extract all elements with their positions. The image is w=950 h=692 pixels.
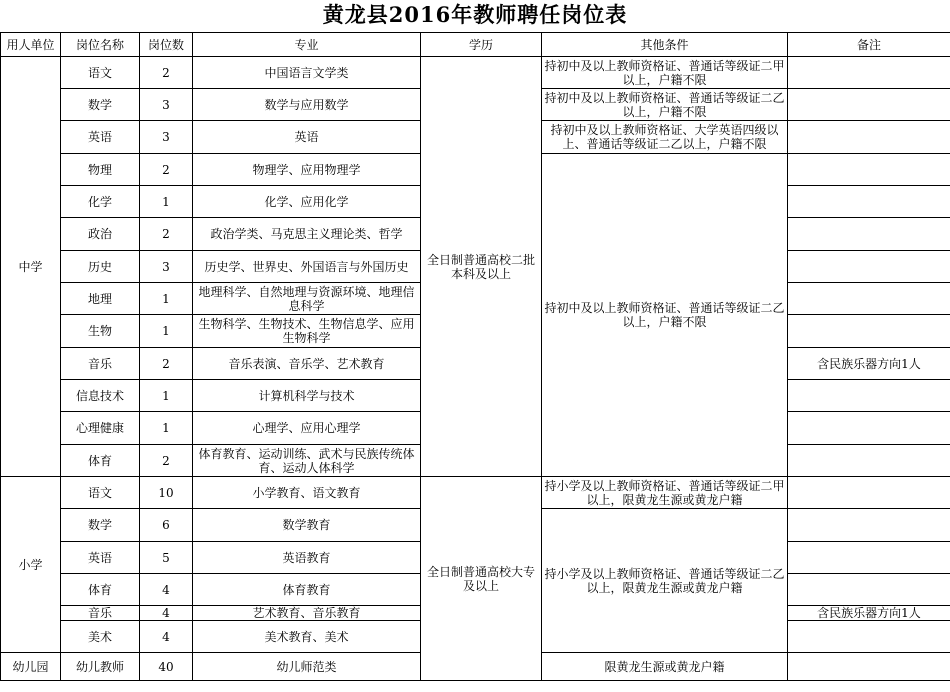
count-cell: 40 — [140, 653, 193, 681]
count-cell: 10 — [140, 477, 193, 509]
count-cell: 2 — [140, 218, 193, 251]
note-cell — [788, 653, 950, 681]
header-cell: 专业 — [193, 33, 421, 57]
note-cell — [788, 477, 950, 509]
table-row — [1, 477, 950, 509]
count-cell: 2 — [140, 348, 193, 380]
major-cell: 体育教育 — [193, 574, 421, 606]
education-cell-primary: 全日制普通高校大专及以上 — [421, 477, 542, 681]
count-cell: 1 — [140, 186, 193, 218]
post-cell: 信息技术 — [61, 380, 140, 412]
major-cell: 生物科学、生物技术、生物信息学、应用生物科学 — [193, 315, 421, 348]
header-row — [1, 33, 950, 57]
note-cell — [788, 574, 950, 606]
condition-cell: 持初中及以上教师资格证、大学英语四级以上、普通话等级证二乙以上，户籍不限 — [542, 121, 788, 154]
post-cell: 数学 — [61, 89, 140, 121]
table-row — [1, 57, 950, 89]
recruitment-table — [0, 32, 950, 681]
note-cell: 含民族乐器方向1人 — [788, 348, 950, 380]
condition-cell: 持小学及以上教师资格证、普通话等级证二甲以上，限黄龙生源或黄龙户籍 — [542, 477, 788, 509]
condition-cell: 持初中及以上教师资格证、普通话等级证二甲以上，户籍不限 — [542, 57, 788, 89]
count-cell: 5 — [140, 542, 193, 574]
count-cell: 1 — [140, 283, 193, 315]
major-cell: 美术教育、美术 — [193, 621, 421, 653]
post-cell: 体育 — [61, 574, 140, 606]
condition-cell: 持初中及以上教师资格证、普通话等级证二乙以上，户籍不限 — [542, 89, 788, 121]
major-cell: 艺术教育、音乐教育 — [193, 606, 421, 621]
condition-cell: 持小学及以上教师资格证、普通话等级证二乙以上，限黄龙生源或黄龙户籍 — [542, 509, 788, 653]
major-cell: 心理学、应用心理学 — [193, 412, 421, 445]
major-cell: 化学、应用化学 — [193, 186, 421, 218]
education-cell-middle: 全日制普通高校二批本科及以上 — [421, 57, 542, 477]
count-cell: 3 — [140, 121, 193, 154]
major-cell: 英语 — [193, 121, 421, 154]
header-cell: 岗位数 — [140, 33, 193, 57]
post-cell: 音乐 — [61, 348, 140, 380]
post-cell: 物理 — [61, 154, 140, 186]
header-cell: 用人单位 — [1, 33, 61, 57]
unit-cell-middle: 中学 — [1, 57, 61, 477]
post-cell: 语文 — [61, 57, 140, 89]
count-cell: 1 — [140, 380, 193, 412]
major-cell: 英语教育 — [193, 542, 421, 574]
header-cell: 学历 — [421, 33, 542, 57]
note-cell — [788, 412, 950, 445]
major-cell: 音乐表演、音乐学、艺术教育 — [193, 348, 421, 380]
count-cell: 1 — [140, 412, 193, 445]
major-cell: 计算机科学与技术 — [193, 380, 421, 412]
note-cell — [788, 57, 950, 89]
note-cell — [788, 509, 950, 542]
note-cell — [788, 186, 950, 218]
post-cell: 幼儿教师 — [61, 653, 140, 681]
header-cell: 其他条件 — [542, 33, 788, 57]
note-cell — [788, 154, 950, 186]
post-cell: 化学 — [61, 186, 140, 218]
note-cell — [788, 283, 950, 315]
note-cell — [788, 315, 950, 348]
post-cell: 英语 — [61, 121, 140, 154]
major-cell: 历史学、世界史、外国语言与外国历史 — [193, 251, 421, 283]
count-cell: 3 — [140, 89, 193, 121]
note-cell: 含民族乐器方向1人 — [788, 606, 950, 621]
unit-cell-kindergarten: 幼儿园 — [1, 653, 61, 681]
page-title: 黄龙县2016年教师聘任岗位表 — [322, 2, 628, 27]
note-cell — [788, 121, 950, 154]
count-cell: 4 — [140, 621, 193, 653]
post-cell: 心理健康 — [61, 412, 140, 445]
major-cell: 中国语言文学类 — [193, 57, 421, 89]
note-cell — [788, 445, 950, 477]
count-cell: 2 — [140, 445, 193, 477]
post-cell: 语文 — [61, 477, 140, 509]
post-cell: 体育 — [61, 445, 140, 477]
major-cell: 小学教育、语文教育 — [193, 477, 421, 509]
major-cell: 体育教育、运动训练、武术与民族传统体育、运动人体科学 — [193, 445, 421, 477]
note-cell — [788, 218, 950, 251]
major-cell: 幼儿师范类 — [193, 653, 421, 681]
major-cell: 政治学类、马克思主义理论类、哲学 — [193, 218, 421, 251]
major-cell: 数学与应用数学 — [193, 89, 421, 121]
condition-cell: 持初中及以上教师资格证、普通话等级证二乙以上，户籍不限 — [542, 154, 788, 477]
header-cell: 备注 — [788, 33, 950, 57]
unit-cell-primary: 小学 — [1, 477, 61, 653]
post-cell: 地理 — [61, 283, 140, 315]
post-cell: 美术 — [61, 621, 140, 653]
note-cell — [788, 621, 950, 653]
header-cell: 岗位名称 — [61, 33, 140, 57]
count-cell: 2 — [140, 57, 193, 89]
condition-cell: 限黄龙生源或黄龙户籍 — [542, 653, 788, 681]
count-cell: 2 — [140, 154, 193, 186]
count-cell: 4 — [140, 574, 193, 606]
major-cell: 物理学、应用物理学 — [193, 154, 421, 186]
post-cell: 音乐 — [61, 606, 140, 621]
count-cell: 1 — [140, 315, 193, 348]
post-cell: 生物 — [61, 315, 140, 348]
note-cell — [788, 542, 950, 574]
note-cell — [788, 89, 950, 121]
major-cell: 数学教育 — [193, 509, 421, 542]
post-cell: 英语 — [61, 542, 140, 574]
major-cell: 地理科学、自然地理与资源环境、地理信息科学 — [193, 283, 421, 315]
post-cell: 历史 — [61, 251, 140, 283]
count-cell: 6 — [140, 509, 193, 542]
count-cell: 3 — [140, 251, 193, 283]
post-cell: 政治 — [61, 218, 140, 251]
count-cell: 4 — [140, 606, 193, 621]
post-cell: 数学 — [61, 509, 140, 542]
note-cell — [788, 251, 950, 283]
note-cell — [788, 380, 950, 412]
